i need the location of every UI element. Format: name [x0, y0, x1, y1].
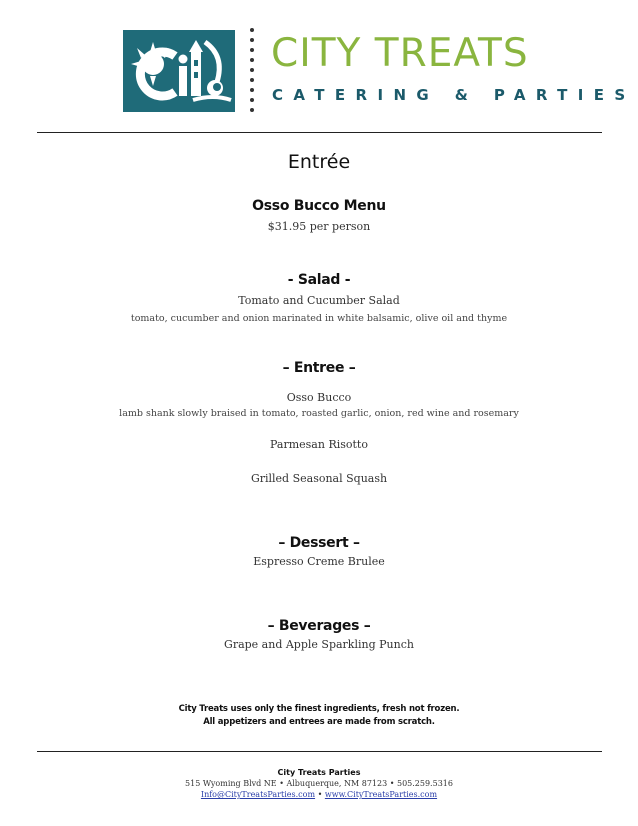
- quality-note: City Treats uses only the finest ingredients, fresh not frozen.: [178, 704, 460, 714]
- footer-links: [0, 789, 638, 800]
- entree-side-risotto: Parmesan Risotto: [270, 438, 368, 451]
- entree-side-squash: Grilled Seasonal Squash: [250, 472, 388, 485]
- section-header-salad: - Salad -: [287, 272, 351, 288]
- section-header-entree: – Entree –: [282, 360, 356, 376]
- footer-separator: •: [317, 790, 323, 799]
- scratch-note: All appetizers and entrees are made from scratch.: [203, 717, 435, 727]
- entree-item-name: Osso Bucco: [286, 391, 352, 404]
- salad-item-desc: tomato, cucumber and onion marinated in white balsamic, olive oil and thyme: [130, 313, 508, 324]
- brand-name: CITY TREATS: [271, 31, 529, 76]
- brand-tagline: CATERING & PARTIES: [272, 86, 636, 104]
- footer-divider: [37, 751, 602, 752]
- header-divider: [37, 132, 602, 133]
- footer-email-link[interactable]: Info@CityTreatsParties.com: [200, 790, 316, 799]
- footer-company: City Treats Parties: [277, 768, 361, 777]
- beverage-item-name: Grape and Apple Sparkling Punch: [224, 638, 414, 651]
- section-header-beverages: – Beverages –: [267, 618, 371, 634]
- salad-item-name: Tomato and Cucumber Salad: [238, 294, 400, 307]
- dessert-item-name: Espresso Creme Brulee: [253, 555, 385, 568]
- city-treats-logo-mark: [123, 30, 235, 112]
- menu-name: Osso Bucco Menu: [252, 198, 386, 214]
- entree-item-desc: lamb shank slowly braised in tomato, roasted garlic, onion, red wine and rosemary: [119, 408, 519, 419]
- page-title: Entrée: [287, 151, 351, 173]
- footer-address: 515 Wyoming Blvd NE • Albuquerque, NM 87123 • 505.259.5316: [185, 779, 453, 788]
- logo-emblem-icon: [123, 30, 235, 112]
- menu-price: $31.95 per person: [267, 220, 371, 233]
- section-header-dessert: – Dessert –: [278, 535, 360, 551]
- footer-website-link[interactable]: www.CityTreatsParties.com: [324, 790, 438, 799]
- logo-divider-dots: [248, 26, 256, 112]
